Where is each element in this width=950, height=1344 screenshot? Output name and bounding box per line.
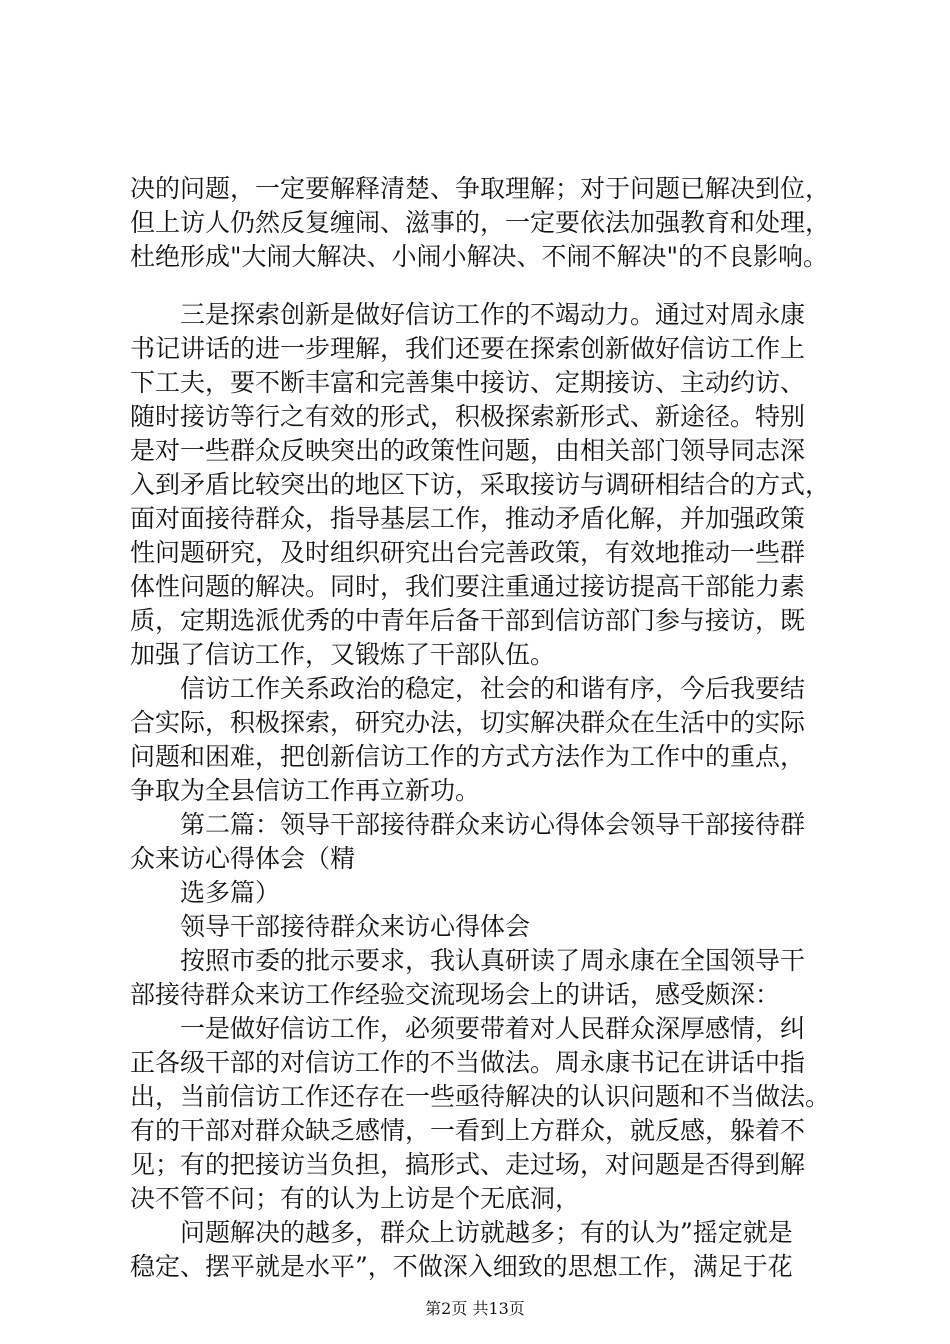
text-line: 三是探索创新是做好信访工作的不竭动力。通过对周永康 bbox=[130, 300, 806, 329]
text-line: 部接待群众来访工作经验交流现场会上的讲话，感受颇深： bbox=[130, 980, 781, 1009]
text-line: 加强了信访工作，又锻炼了干部队伍。 bbox=[130, 640, 556, 669]
text-line: 决不管不问；有的认为上访是个无底洞， bbox=[130, 1184, 581, 1213]
text-line: 问题解决的越多，群众上访就越多；有的认为”摇定就是 bbox=[130, 1218, 793, 1247]
text-line: 出，当前信访工作还存在一些亟待解决的认识问题和不当做法。 bbox=[130, 1082, 831, 1111]
text-line: 随时接访等行之有效的形式，积极探索新形式、新途径。特别 bbox=[130, 402, 806, 431]
text-line: 性问题研究，及时组织研究出台完善政策，有效地推动一些群 bbox=[130, 538, 806, 567]
text-line: 信访工作关系政治的稳定，社会的和谐有序，今后我要结 bbox=[130, 674, 806, 703]
text-line: 质，定期选派优秀的中青年后备干部到信访部门参与接访，既 bbox=[130, 606, 806, 635]
text-line: 问题和困难，把创新信访工作的方式方法作为工作中的重点， bbox=[130, 742, 806, 771]
text-line: 书记讲话的进一步理解，我们还要在探索创新做好信访工作上 bbox=[130, 334, 806, 363]
text-line: 体性问题的解决。同时，我们要注重通过接访提高干部能力素 bbox=[130, 572, 806, 601]
text-line: 一是做好信访工作，必须要带着对人民群众深厚感情，纠 bbox=[130, 1014, 806, 1043]
text-line: 入到矛盾比较突出的地区下访，采取接访与调研相结合的方式， bbox=[130, 470, 831, 499]
text-line: 下工夫，要不断丰富和完善集中接访、定期接访、主动约访、 bbox=[130, 368, 806, 397]
section-heading: 众来访心得体会（精 bbox=[130, 844, 356, 873]
text-line: 见；有的把接访当负担，搞形式、走过场，对问题是否得到解 bbox=[130, 1150, 806, 1179]
text-line: 面对面接待群众，指导基层工作，推动矛盾化解，并加强政策 bbox=[130, 504, 806, 533]
page-number-footer: 第2页 共13页 bbox=[425, 1299, 525, 1318]
section-heading: 第二篇：领导干部接待群众来访心得体会领导干部接待群 bbox=[130, 810, 806, 839]
text-line: 按照市委的批示要求，我认真研读了周永康在全国领导干 bbox=[130, 946, 806, 975]
text-line: 决的问题，一定要解释清楚、争取理解；对于问题已解决到位， bbox=[130, 174, 831, 203]
text-line: 杜绝形成"大闹大解决、小闹小解决、不闹不解决"的不良影响。 bbox=[130, 242, 829, 271]
text-line: 有的干部对群众缺乏感情，一看到上方群众，就反感，躲着不 bbox=[130, 1116, 806, 1145]
section-heading: 选多篇） bbox=[130, 878, 281, 907]
text-line: 合实际，积极探索，研究办法，切实解决群众在生活中的实际 bbox=[130, 708, 806, 737]
text-line: 但上访人仍然反复缠闹、滋事的，一定要依法加强教育和处理， bbox=[130, 208, 831, 237]
text-line: 是对一些群众反映突出的政策性问题，由相关部门领导同志深 bbox=[130, 436, 806, 465]
text-line: 正各级干部的对信访工作的不当做法。周永康书记在讲话中指 bbox=[130, 1048, 806, 1077]
subheading: 领导干部接待群众来访心得体会 bbox=[130, 912, 531, 941]
text-line: 争取为全县信访工作再立新功。 bbox=[130, 776, 481, 805]
text-line: 稳定、摆平就是水平”，不做深入细致的思想工作，满足于花 bbox=[130, 1252, 793, 1281]
